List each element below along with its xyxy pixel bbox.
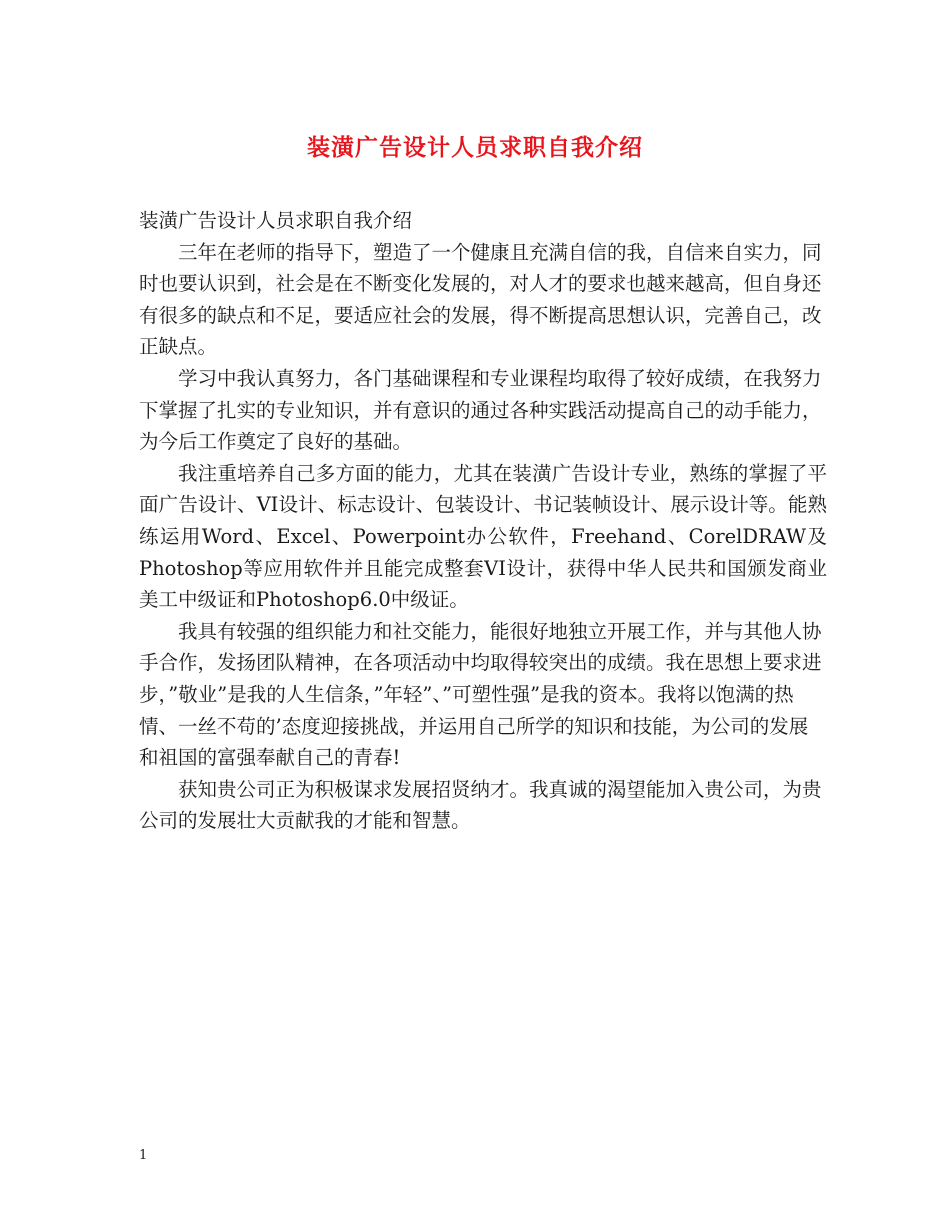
document-subtitle: 装潢广告设计人员求职自我介绍: [139, 209, 413, 232]
paragraph-3: 我注重培养自己多方面的能力，尤其在装潢广告设计专业，熟练的掌握了平面广告设计、VI设计、标志设计、包装设计、书记装帧设计、展示设计等。能熟练运用Word、Excel、Powerpoint办公软件，Freehand、CorelDRAW及Photoshop等应用软件并且能完成整套VI设计，获得中华人民共和国颁发商业美工中级证和Photoshop6.0中级证。: [139, 461, 827, 612]
paragraph-5: 获知贵公司正为积极谋求发展招贤纳才。我真诚的渴望能加入贵公司，为贵公司的发展壮大贡献我的才能和智慧。: [139, 777, 822, 833]
paragraph-2: 学习中我认真努力，各门基础课程和专业课程均取得了较好成绩，在我努力下掌握了扎实的专业知识，并有意识的通过各种实践活动提高自己的动手能力，为今后工作奠定了良好的基础。: [139, 366, 822, 454]
document-body: [139, 205, 827, 837]
paragraph-1: 三年在老师的指导下，塑造了一个健康且充满自信的我，自信来自实力，同时也要认识到，社会是在不断变化发展的，对人才的要求也越来越高，但自身还有很多的缺点和不足，要适应社会的发展，得不断提高思想认识，完善自己，改正缺点。: [139, 240, 822, 359]
document-title: 装潢广告设计人员求职自我介绍: [307, 134, 643, 161]
page-number: 1: [139, 1148, 148, 1163]
paragraph-4: 我具有较强的组织能力和社交能力，能很好地独立开展工作，并与其他人协手合作，发扬团队精神，在各项活动中均取得较突出的成绩。我在思想上要求进步，”敬业”是我的人生信条，”年轻”、”可塑性强”是我的资本。我将以饱满的热情、一丝不苟的’态度迎接挑战，并运用自己所学的知识和技能，为公司的发展和祖国的富强奉献自己的青春!: [139, 619, 822, 770]
